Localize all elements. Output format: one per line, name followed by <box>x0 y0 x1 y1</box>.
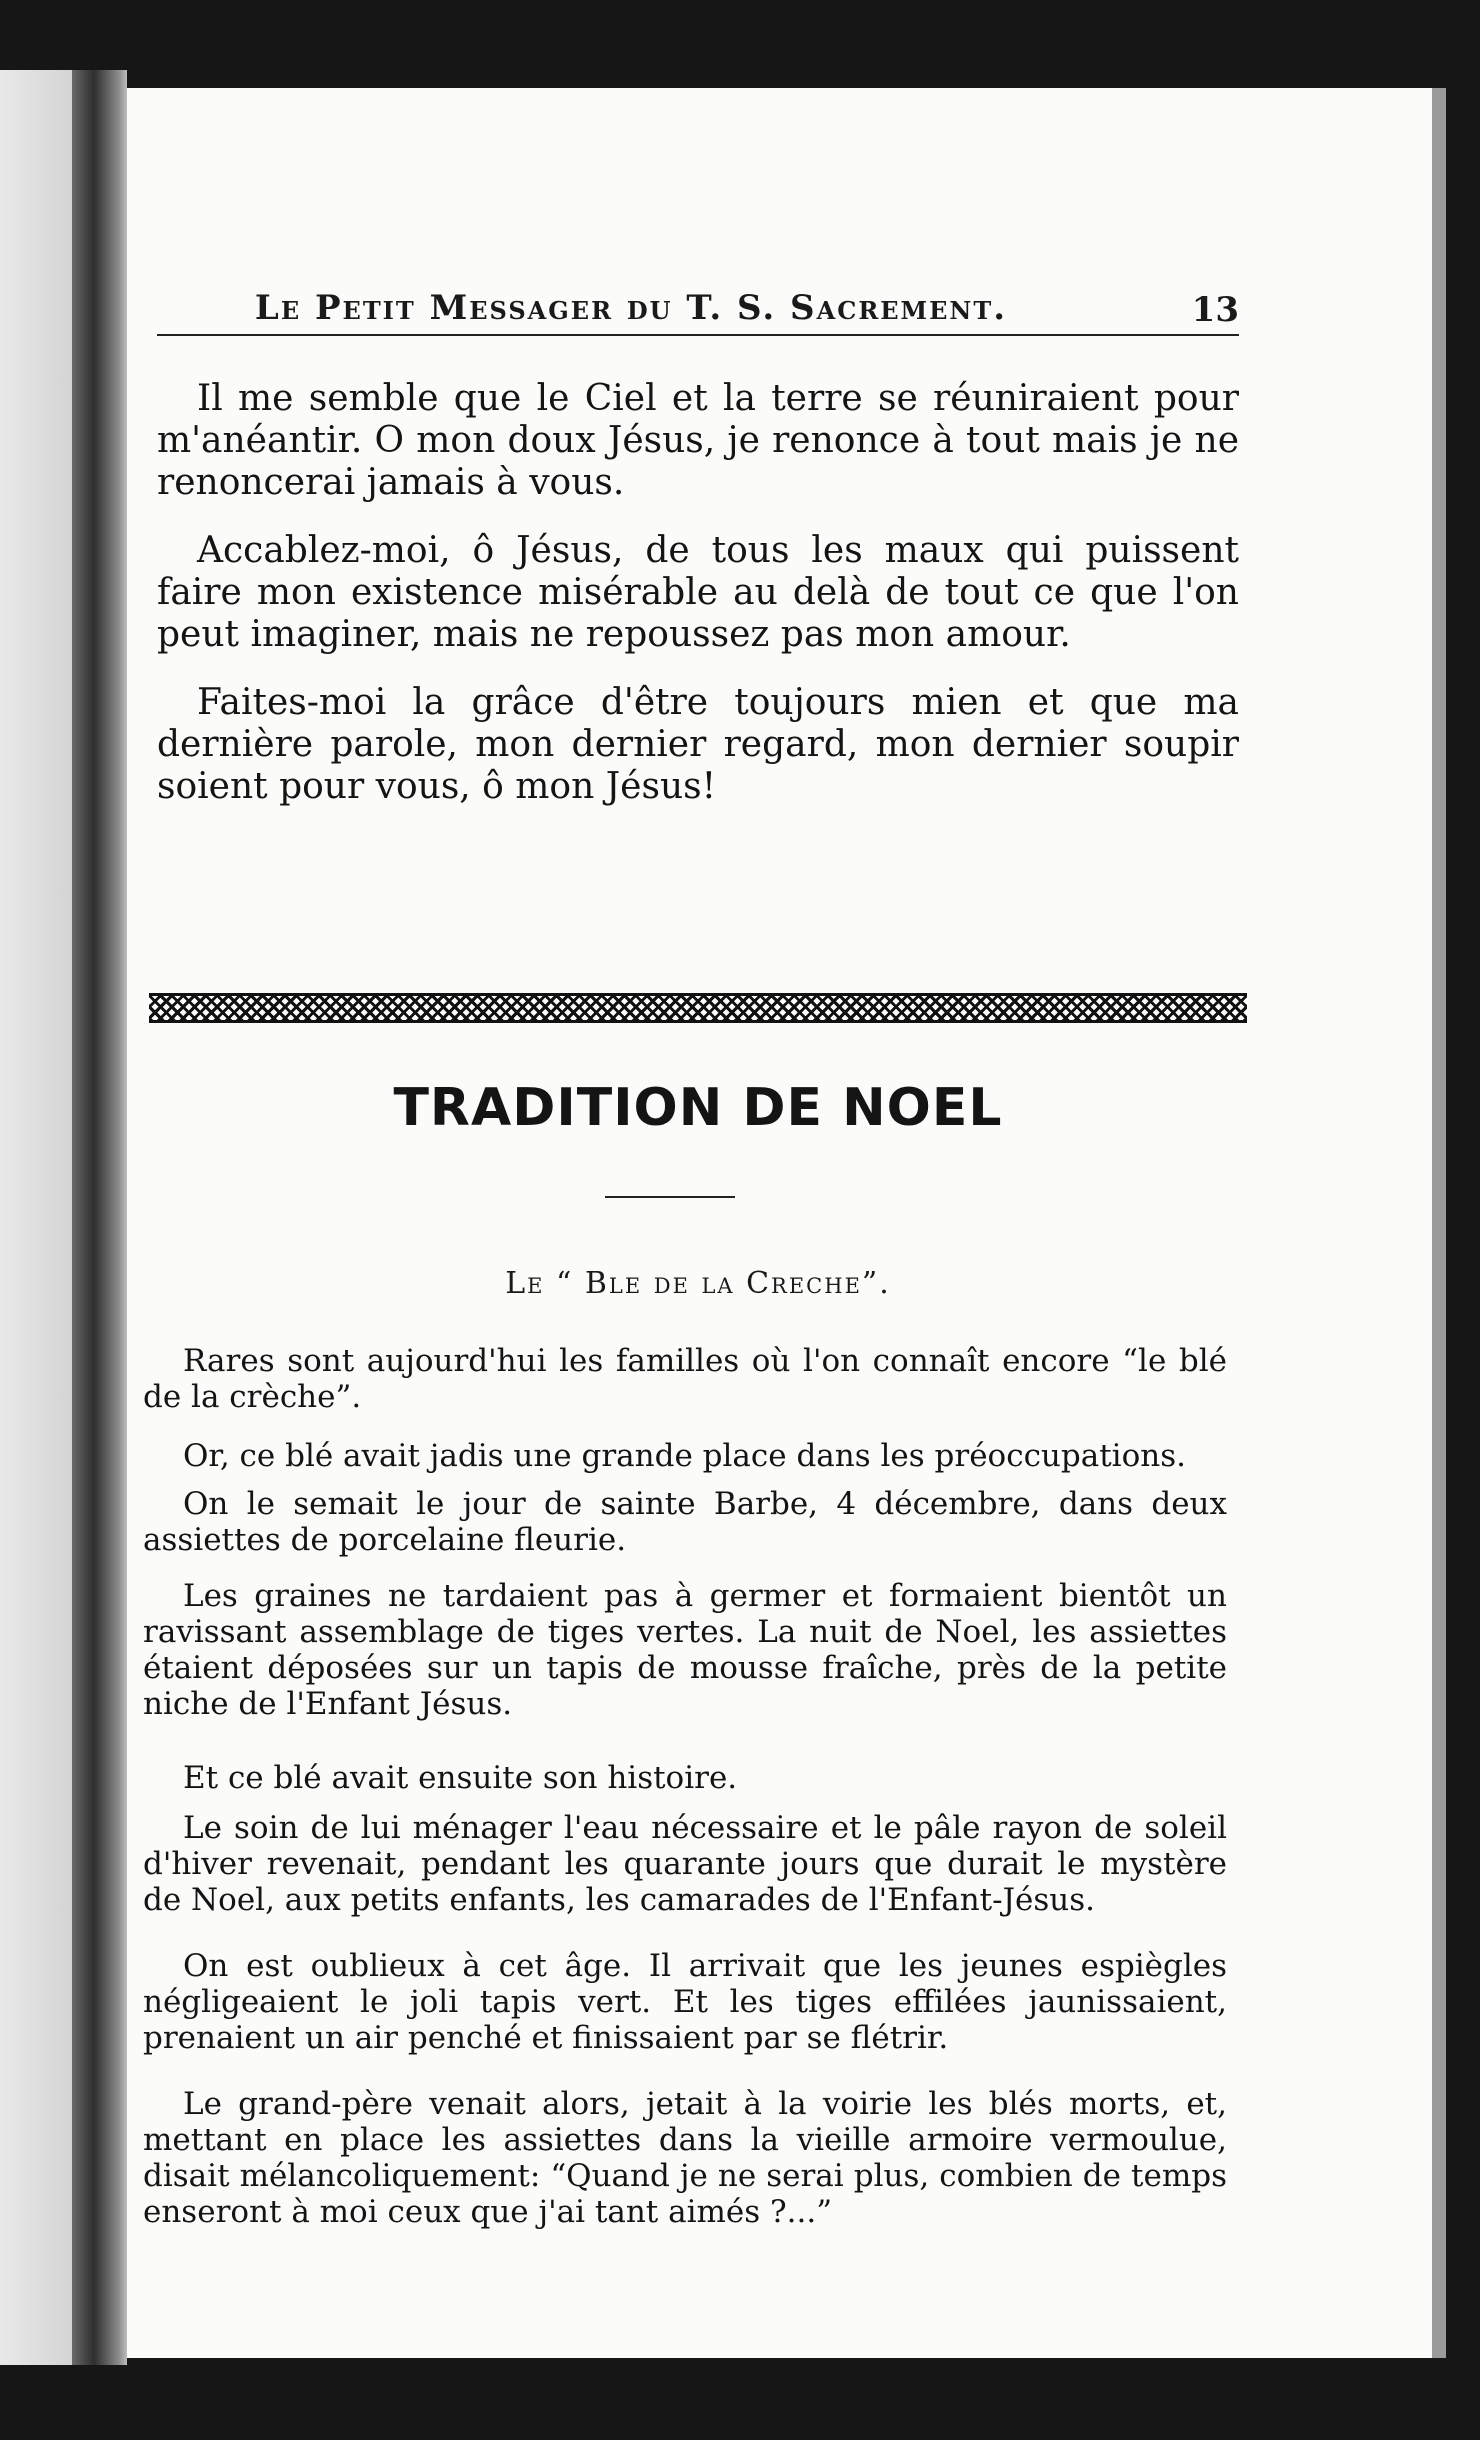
page-number: 13 <box>1191 290 1239 330</box>
book-page <box>127 88 1432 2358</box>
article-paragraph: Le grand-père venait alors, jetait à la voirie les blés morts, et, mettant en place les assiettes dans la vieille armoire vermoulue, disait mélancoliquement: “Quand je ne serai plus, combien de temps enseront à moi ceux que j'ai tant aimés ?...” <box>143 2086 1227 2230</box>
article-subtitle: Le “ Ble de la Creche”. <box>505 1266 891 1301</box>
facing-page-edge <box>0 70 72 2365</box>
prayer-paragraph: Il me semble que le Ciel et la terre se réuniraient pour m'anéantir. O mon doux Jésus, je renonce à tout mais je ne renoncerai jamais à vous. <box>157 378 1239 503</box>
article-title: TRADITION DE NOEL <box>393 1078 1003 1138</box>
article-paragraph: Et ce blé avait ensuite son histoire. <box>183 1760 738 1796</box>
running-head <box>157 288 1239 336</box>
running-head-title: Le Petit Messager du T. S. Sacrement. <box>254 288 1008 328</box>
article-paragraph: On est oublieux à cet âge. Il arrivait que les jeunes espiègles négligeaient le joli tapis vert. Et les tiges effilées jaunissaient, prenaient un air penché et finissaient par se flétrir. <box>143 1948 1227 2056</box>
page-edge <box>1432 88 1446 2358</box>
prayer-paragraph: Accablez-moi, ô Jésus, de tous les maux qui puissent faire mon existence misérable au delà de tout ce que l'on peut imaginer, mais ne repoussez pas mon amour. <box>157 530 1239 655</box>
prayer-paragraph: Faites-moi la grâce d'être toujours mien et que ma dernière parole, mon dernier regard, mon dernier soupir soient pour vous, ô mon Jésus! <box>157 682 1239 807</box>
article-paragraph: Le soin de lui ménager l'eau nécessaire et le pâle rayon de soleil d'hiver revenait, pendant les quarante jours que durait le mystère de Noel, aux petits enfants, les camarades de l'Enfant-Jésus. <box>143 1810 1227 1918</box>
article-paragraph: Rares sont aujourd'hui les familles où l'on connaît encore “le blé de la crèche”. <box>143 1343 1227 1415</box>
article-paragraph: Les graines ne tardaient pas à germer et formaient bientôt un ravissant assemblage de tiges vertes. La nuit de Noel, les assiettes étaient déposées sur un tapis de mousse fraîche, près de la petite niche de l'Enfant Jésus. <box>143 1578 1227 1722</box>
decorative-divider <box>149 993 1247 1023</box>
article-paragraph: Or, ce blé avait jadis une grande place dans les préoccupations. <box>183 1438 1186 1474</box>
title-rule <box>605 1196 735 1198</box>
article-paragraph: On le semait le jour de sainte Barbe, 4 décembre, dans deux assiettes de porcelaine fleurie. <box>143 1486 1227 1558</box>
book-gutter-shadow <box>72 70 127 2365</box>
